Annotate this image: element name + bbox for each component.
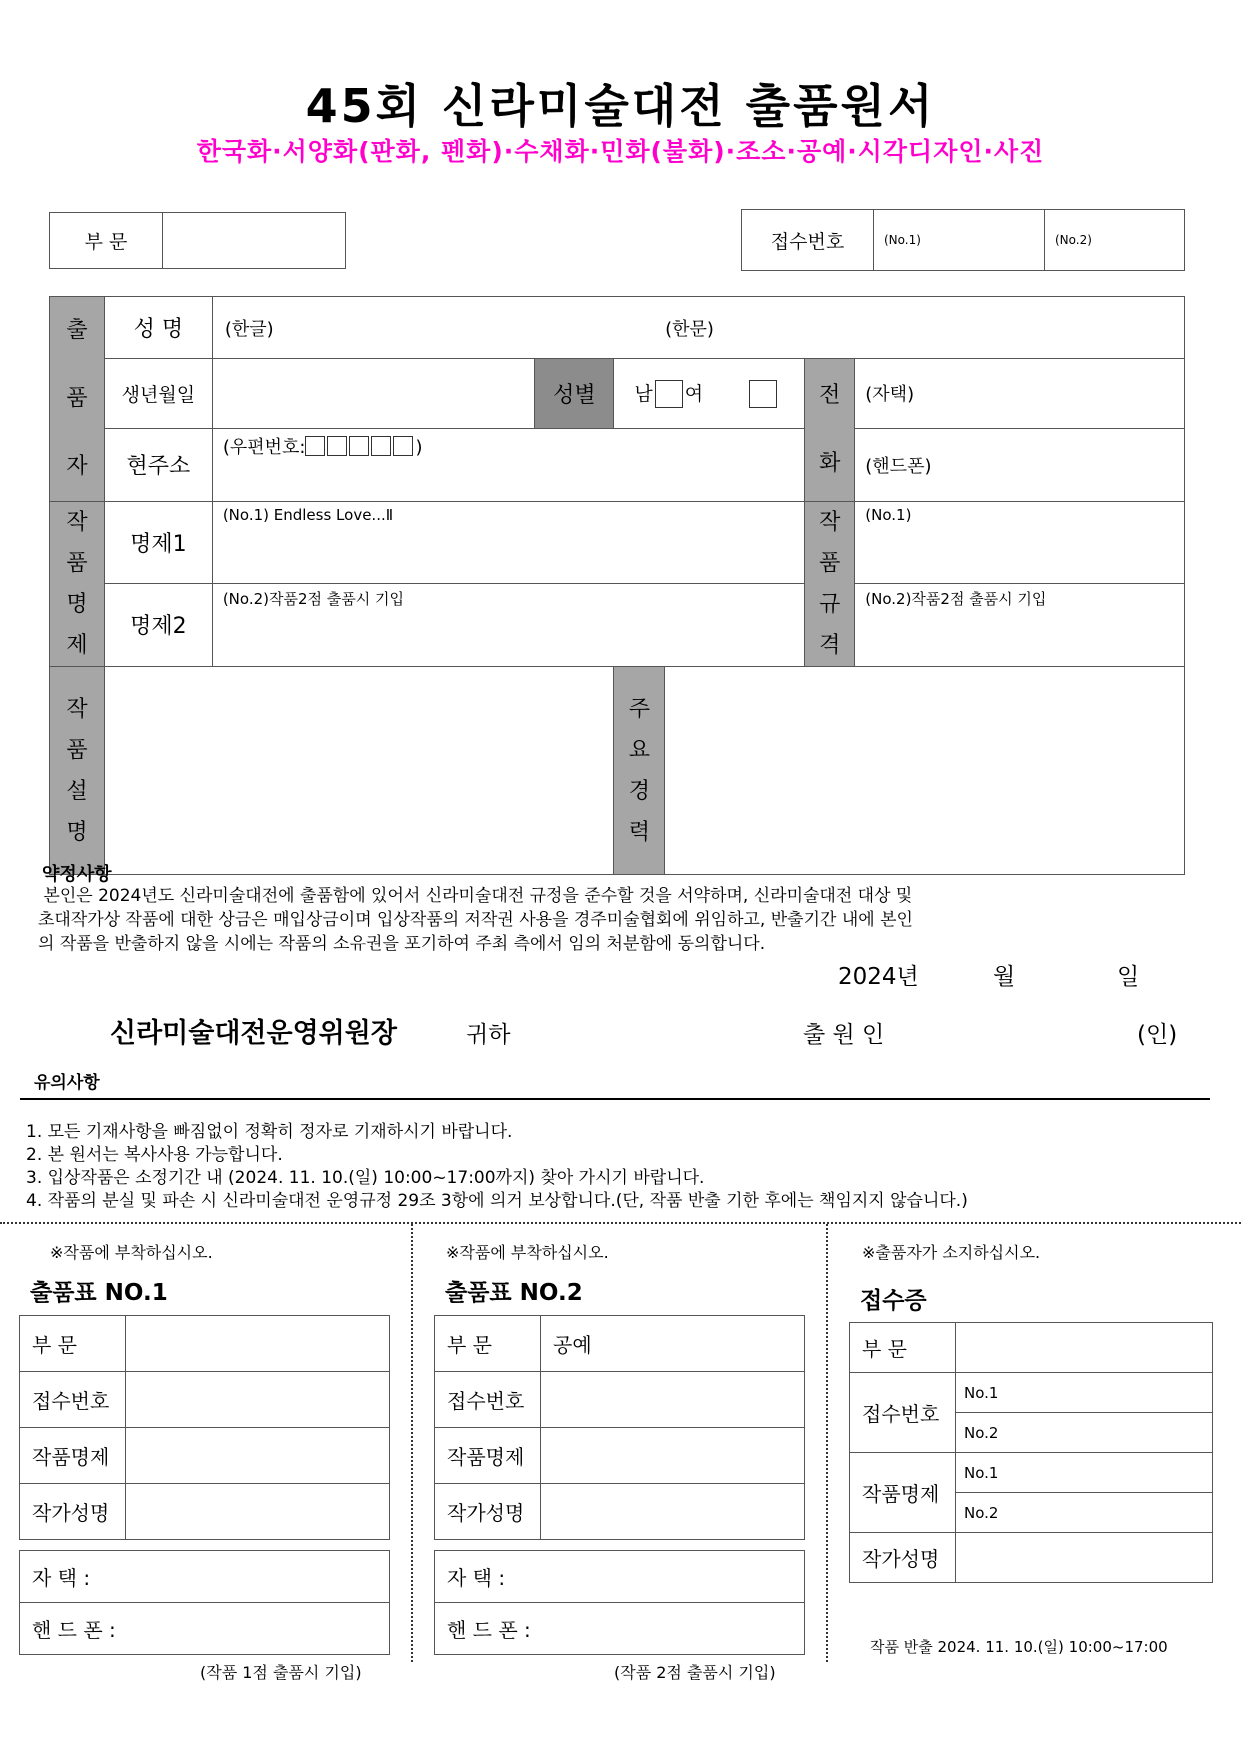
ticket1-artist-label: 작가성명 xyxy=(20,1484,126,1540)
name-hanja-label: (한문) xyxy=(665,318,714,340)
title2-label: 명제2 xyxy=(104,583,212,666)
ticket2-footnote: (작품 2점 출품시 기입) xyxy=(614,1663,776,1682)
receipt-slip-artist-field[interactable] xyxy=(956,1533,1213,1583)
page-subtitle: 한국화·서양화(판화, 펜화)·수채화·민화(불화)·조소·공예·시각디자인·사진 xyxy=(196,137,1045,166)
ticket1-contact-table xyxy=(19,1550,390,1655)
receipt-no2-field[interactable]: (No.2) xyxy=(1045,210,1185,271)
ticket1-footnote: (작품 1점 출품시 기입) xyxy=(200,1663,362,1682)
description-section-label: 작 품 설 명 xyxy=(50,667,105,875)
ticket1-work-title-field[interactable] xyxy=(126,1428,390,1484)
receipt-number-box xyxy=(741,209,1185,271)
name-hangul-label: (한글) xyxy=(224,318,274,340)
ticket2-division-field[interactable]: 공예 xyxy=(541,1316,805,1372)
ticket2-artist-label: 작가성명 xyxy=(435,1484,541,1540)
return-period-note: 작품 반출 2024. 11. 10.(일) 10:00~17:00 xyxy=(870,1638,1168,1656)
title2-field[interactable]: (No.2)작품2점 출품시 기입 xyxy=(212,583,804,666)
female-checkbox[interactable] xyxy=(749,380,777,408)
agreement-text: 본인은 2024년도 신라미술대전에 출품함에 있어서 신라미술대전 규정을 준수할 것을 서약하며, 신라미술대전 대상 및 초대작가상 작품에 대한 상금은 매입상금이며 입상작품의 저작권 사용을 경주미술협회에 위임하고, 반출기간 내에 본인 의 작품을 반출하지 않을 시에는 작품의 소유권을 포기하여 주최 측에서 임의 처분함에 동의합니다. xyxy=(38,886,913,954)
ticket2-title: 출품표 NO.2 xyxy=(445,1280,583,1306)
receipt-no1-field[interactable]: (No.1) xyxy=(874,210,1045,271)
seal-mark: (인) xyxy=(1137,1022,1178,1048)
applicant-signature-label: 출 원 인 xyxy=(803,1022,885,1048)
male-label: 남 xyxy=(634,382,653,405)
applicant-section-label: 출 품 자 xyxy=(50,297,105,502)
spec1-field[interactable]: (No.1) xyxy=(855,502,1185,584)
receipt-slip-no2-field[interactable]: No.2 xyxy=(956,1413,1213,1453)
postcode-box[interactable] xyxy=(305,436,325,456)
notes-divider xyxy=(20,1098,1210,1100)
receipt-number-label: 접수번호 xyxy=(742,210,874,271)
spec2-field[interactable]: (No.2)작품2점 출품시 기입 xyxy=(855,583,1185,666)
works-section-label: 작 품 명 제 xyxy=(50,502,105,667)
division-field[interactable] xyxy=(163,213,346,269)
receipt-slip-work-title-label: 작품명제 xyxy=(850,1453,956,1533)
postcode-box[interactable] xyxy=(393,436,413,456)
agreement-heading: 약정사항 xyxy=(42,864,112,885)
receipt-slip-division-field[interactable] xyxy=(956,1323,1213,1373)
ticket2-work-title-label: 작품명제 xyxy=(435,1428,541,1484)
ticket2-receipt-label: 접수번호 xyxy=(435,1372,541,1428)
receipt-slip-no1-field[interactable]: No.1 xyxy=(956,1373,1213,1413)
receipt-slip-artist-label: 작가성명 xyxy=(850,1533,956,1583)
receipt-slip-title: 접수증 xyxy=(860,1288,927,1314)
description-field[interactable] xyxy=(104,667,613,875)
ticket1-table xyxy=(19,1315,390,1540)
notes-list xyxy=(26,1121,1226,1213)
cut-line-vertical xyxy=(411,1224,413,1662)
ticket1-work-title-label: 작품명제 xyxy=(20,1428,126,1484)
receipt-slip-title-no1-field[interactable]: No.1 xyxy=(956,1453,1213,1493)
receipt-slip-title-no2-field[interactable]: No.2 xyxy=(956,1493,1213,1533)
date-month: 월 xyxy=(993,964,1016,990)
gender-field xyxy=(614,359,805,429)
ticket1-mobile-field[interactable]: 핸 드 폰 : xyxy=(20,1603,390,1655)
mobile-phone-field[interactable]: (핸드폰) xyxy=(855,428,1185,501)
ticket1-home-field[interactable]: 자 택 : xyxy=(20,1551,390,1603)
date-day: 일 xyxy=(1117,964,1140,990)
postcode-box[interactable] xyxy=(327,436,347,456)
gender-label: 성별 xyxy=(535,359,614,429)
ticket2-table xyxy=(434,1315,805,1540)
receipt-slip-instruction: ※출품자가 소지하십시오. xyxy=(862,1243,1041,1262)
spec-section-label: 작 품 규 격 xyxy=(805,502,855,667)
postcode-box[interactable] xyxy=(349,436,369,456)
addressee-honorific: 귀하 xyxy=(466,1022,511,1048)
career-area xyxy=(614,667,1185,875)
name-label: 성 명 xyxy=(104,297,212,359)
address-label: 현주소 xyxy=(104,428,212,501)
phone-section-label: 전 화 xyxy=(805,359,855,502)
cut-line xyxy=(0,1222,1241,1224)
ticket1-division-label: 부 문 xyxy=(20,1316,126,1372)
note-item: 3. 입상작품은 소정기간 내 (2024. 11. 10.(일) 10:00~17:00까지) 찾아 가시기 바랍니다. xyxy=(26,1168,705,1188)
ticket1-instruction: ※작품에 부착하십시오. xyxy=(50,1243,213,1262)
cut-line-vertical xyxy=(826,1224,828,1662)
ticket2-division-label: 부 문 xyxy=(435,1316,541,1372)
male-checkbox[interactable] xyxy=(655,380,683,408)
page-title: 45회 신라미술대전 출품원서 xyxy=(305,79,936,133)
career-section-label: 주 요 경 력 xyxy=(614,667,664,874)
note-item: 1. 모든 기재사항을 빠짐없이 정확히 정자로 기재하시기 바랍니다. xyxy=(26,1122,513,1142)
ticket1-artist-field[interactable] xyxy=(126,1484,390,1540)
note-item: 4. 작품의 분실 및 파손 시 신라미술대전 운영규정 29조 3항에 의거 보상합니다.(단, 작품 반출 기한 후에는 책임지지 않습니다.) xyxy=(26,1191,968,1211)
addressee-name: 신라미술대전운영위원장 xyxy=(110,1018,397,1049)
title1-label: 명제1 xyxy=(104,502,212,584)
division-box xyxy=(49,212,346,269)
title1-field[interactable]: (No.1) Endless Love...Ⅱ xyxy=(212,502,804,584)
ticket2-home-field[interactable]: 자 택 : xyxy=(435,1551,805,1603)
application-table xyxy=(49,296,1185,875)
birth-field[interactable] xyxy=(212,359,535,429)
ticket1-title: 출품표 NO.1 xyxy=(30,1280,168,1306)
notes-heading: 유의사항 xyxy=(34,1073,100,1093)
ticket2-artist-field[interactable] xyxy=(541,1484,805,1540)
career-field[interactable] xyxy=(664,667,1184,874)
division-label: 부 문 xyxy=(50,213,163,269)
birth-label: 생년월일 xyxy=(104,359,212,429)
female-label: 여 xyxy=(684,382,704,405)
ticket1-receipt-field[interactable] xyxy=(126,1372,390,1428)
ticket2-mobile-field[interactable]: 핸 드 폰 : xyxy=(435,1603,805,1655)
ticket1-division-field[interactable] xyxy=(126,1316,390,1372)
address-field[interactable]: (우편번호: ) xyxy=(212,428,804,501)
postcode-label: (우편번호: xyxy=(222,436,306,458)
receipt-slip-receipt-label: 접수번호 xyxy=(850,1373,956,1453)
ticket2-receipt-field[interactable] xyxy=(541,1372,805,1428)
home-phone-field[interactable]: (자택) xyxy=(855,359,1185,429)
ticket1-receipt-label: 접수번호 xyxy=(20,1372,126,1428)
name-field[interactable] xyxy=(212,297,1184,359)
date-year: 2024년 xyxy=(838,964,919,990)
note-item: 2. 본 원서는 복사사용 가능합니다. xyxy=(26,1145,283,1165)
postcode-box[interactable] xyxy=(371,436,391,456)
ticket2-work-title-field[interactable] xyxy=(541,1428,805,1484)
ticket2-instruction: ※작품에 부착하십시오. xyxy=(446,1243,609,1262)
ticket2-contact-table xyxy=(434,1550,805,1655)
receipt-slip-division-label: 부 문 xyxy=(850,1323,956,1373)
receipt-slip-table xyxy=(849,1322,1213,1583)
